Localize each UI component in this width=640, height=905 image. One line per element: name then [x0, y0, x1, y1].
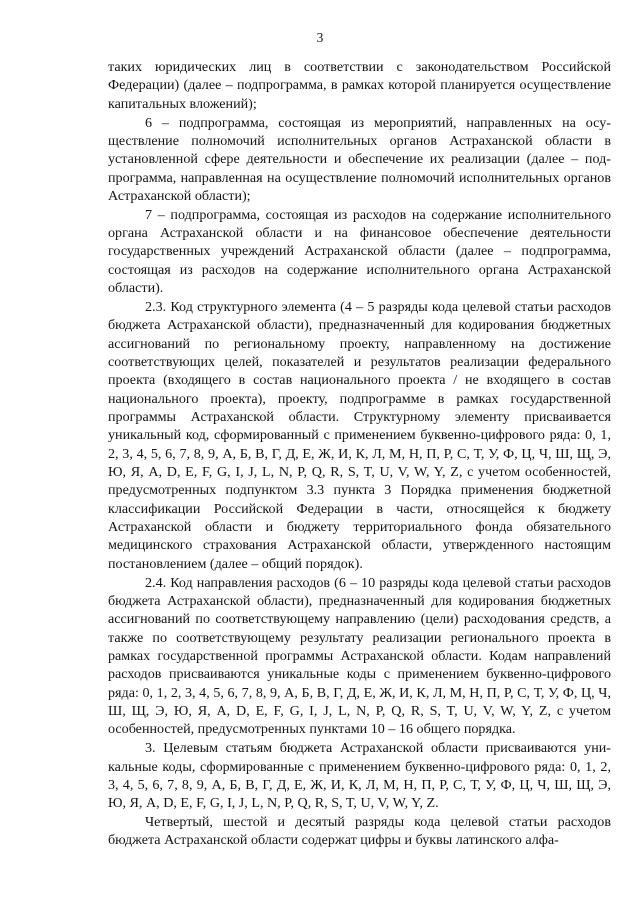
paragraph-subprogram-6: 6 – подпрограмма, состоящая из мероприятий, направленных на осуществление полномочий исполнительных органов Астраханской области в установленной сфере деятельности и обеспечение их реализации (далее – подпрограмма, направленная на осуществление полномочий исполнительных органов Астраханской области);	[108, 114, 611, 204]
paragraph-2-3-structural-element-code: 2.3. Код структурного элемента (4 – 5 разряды кода целевой статьи расходов бюджета Астраханской области), предназначенный для кодирования бюджетных ассигнований по региональному проекту, направленному на достижение соответствующих целей, показателей и результатов реализации федерального проекта (входящего в состав национального проекта / не входящего в состав национального проекта), проекту, подпрограмме в рамках государственной программы Астраханской области. Структурному элементу присваивается уникальный код, сформированный с применением буквенно-цифрового ряда: 0, 1, 2, 3, 4, 5, 6, 7, 8, 9, А, Б, В, Г, Д, Е, Ж, И, К, Л, М, Н, П, Р, С, Т, У, Ф, Ц, Ч, Ш, Щ, Э, Ю, Я, A, D, E, F, G, I, J, L, N, P, Q, R, S, T, U, V, W, Y, Z, с учетом особенностей, предусмотренных подпунктом 3.3 пункта 3 Порядка применения бюджетной классификации Российской Федерации в части, относящейся к бюджету Астраханской области и бюджету территориального фонда обязательного медицинского страхования Астраханской области, утвержденного настоящим постановлением (далее – общий порядок).	[108, 298, 611, 572]
paragraph-subprogram-7: 7 – подпрограмма, состоящая из расходов на содержание исполнительного органа Астраханской области и на финансовое обеспечение деятельности государственных учреждений Астраханской области (далее – подпрограмма, состоящая из расходов на содержание исполнительного органа Астраханской области).	[108, 206, 611, 297]
paragraph-2-4-expense-direction-code: 2.4. Код направления расходов (6 – 10 разряды кода целевой статьи расходов бюджета Астраханской области), предназначенный для кодирования бюджетных ассигнований по соответствующему направлению (цели) расходования средств, а также по соответствующему результату реализации регионального проекта в рамках государственной программы Астраханской области. Кодам направлений расходов присваиваются уникальные коды с применением буквенно-цифрового ряда: 0, 1, 2, 3, 4, 5, 6, 7, 8, 9, А, Б, В, Г, Д, Е, Ж, И, К, Л, М, Н, П, Р, С, Т, У, Ф, Ц, Ч, Ш, Щ, Э, Ю, Я, A, D, E, F, G, I, J, L, N, P, Q, R, S, T, U, V, W, Y, Z, с учетом особенностей, предусмотренных пунктами 10 – 16 общего порядка.	[108, 574, 611, 738]
paragraph-continuation: таких юридических лиц в соответствии с законодательством Российской Федерации) (далее – подпрограмма, в рамках которой планируется осуществление капитальных вложений);	[108, 59, 611, 112]
paragraph-3-target-article-codes: 3. Целевым статьям бюджета Астраханской области присваиваются уникальные коды, сформированные с применением буквенно-цифрового ряда: 0, 1, 2, 3, 4, 5, 6, 7, 8, 9, А, Б, В, Г, Д, Е, Ж, И, К, Л, М, Н, П, Р, С, Т, У, Ф, Ц, Ч, Ш, Щ, Э, Ю, Я, A, D, E, F, G, I, J, L, N, P, Q, R, S, T, U, V, W, Y, Z.	[108, 740, 611, 812]
document-body	[108, 58, 611, 850]
page-number: 3	[316, 30, 324, 45]
paragraph-digit-positions: Четвертый, шестой и десятый разряды кода целевой статьи расходов бюджета Астраханской области содержат цифры и буквы латинского алфа-	[108, 814, 611, 849]
